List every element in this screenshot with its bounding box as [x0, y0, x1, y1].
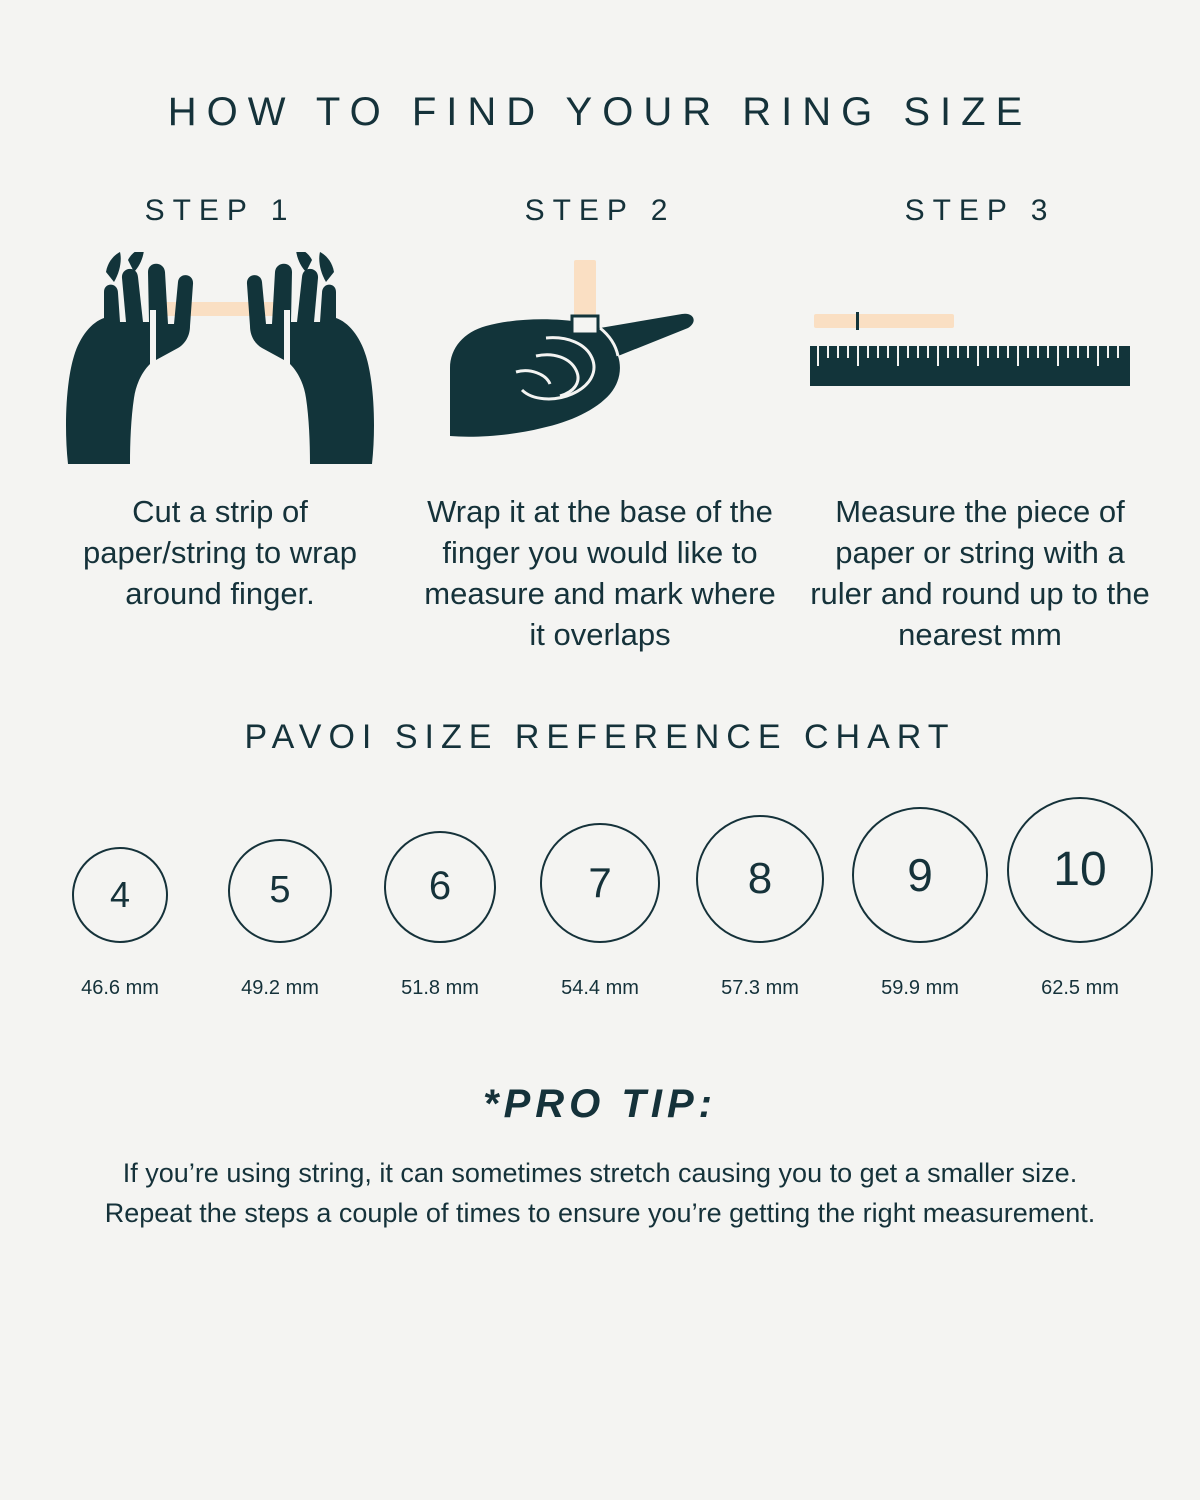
size-circle-9: 9: [852, 807, 988, 943]
chart-title: PAVOI SIZE REFERENCE CHART: [244, 717, 956, 756]
size-item: [367, 831, 513, 1000]
page-title: HOW TO FIND YOUR RING SIZE: [167, 90, 1033, 134]
size-mm-5: 49.2 mm: [241, 976, 319, 999]
size-circle-10: 10: [1007, 797, 1153, 943]
steps-row: [0, 194, 1200, 656]
step-3-text: Measure the piece of paper or string with a ruler and round up to the nearest mm: [810, 494, 1150, 652]
size-mm-7: 54.4 mm: [561, 976, 639, 999]
size-circle-5: 5: [228, 839, 332, 943]
step-2-text: Wrap it at the base of the finger you would like to measure and mark where it overlaps: [424, 494, 776, 652]
step-3: [800, 194, 1160, 656]
hand-wrapping-strip-around-finger-icon: [450, 252, 750, 482]
size-item: [1007, 797, 1153, 1000]
size-item: [207, 839, 353, 1000]
size-mm-10: 62.5 mm: [1041, 976, 1119, 999]
size-circle-4: 4: [72, 847, 168, 943]
step-1-illustration: [60, 242, 380, 492]
size-mm-6: 51.8 mm: [401, 976, 479, 999]
size-reference-row: [0, 797, 1200, 1000]
step-1: [40, 194, 400, 656]
size-item: [47, 847, 193, 1000]
step-3-label: STEP 3: [904, 194, 1056, 227]
step-2-label: STEP 2: [524, 194, 676, 227]
size-item: [847, 807, 993, 1000]
size-mm-8: 57.3 mm: [721, 976, 799, 999]
step-2-illustration: [450, 242, 750, 492]
step-1-text: Cut a strip of paper/string to wrap around finger.: [83, 494, 357, 611]
size-circle-8: 8: [696, 815, 824, 943]
size-circle-7: 7: [540, 823, 660, 943]
size-mm-9: 59.9 mm: [881, 976, 959, 999]
ruler-measuring-strip-icon: [810, 252, 1150, 482]
size-item: [527, 823, 673, 1000]
step-2: [420, 194, 780, 656]
pro-tip-heading: *PRO TIP:: [483, 1081, 717, 1126]
step-1-label: STEP 1: [144, 194, 296, 227]
pro-tip-text: If you’re using string, it can sometimes stretch causing you to get a smaller size. Repeat the steps a couple of times to ensure you’re getting the right measurement.: [104, 1157, 1096, 1229]
step-3-illustration: [810, 242, 1150, 492]
size-circle-6: 6: [384, 831, 496, 943]
size-item: [687, 815, 833, 1000]
two-hands-holding-paper-strip-icon: [60, 252, 380, 482]
size-mm-4: 46.6 mm: [81, 976, 159, 999]
